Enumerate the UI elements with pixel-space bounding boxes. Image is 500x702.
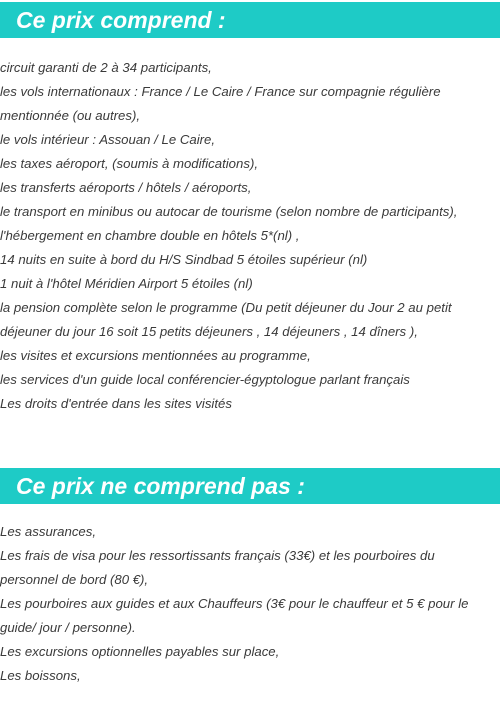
- price-excludes-section: [0, 468, 500, 688]
- list-item: les visites et excursions mentionnées au programme,: [0, 348, 311, 363]
- includes-heading: Ce prix comprend :: [0, 2, 500, 38]
- list-item: 14 nuits en suite à bord du H/S Sindbad 5 étoiles supérieur (nl): [0, 252, 368, 267]
- list-item: Les assurances,: [0, 524, 97, 539]
- list-item: 1 nuit à l'hôtel Méridien Airport 5 étoiles (nl): [0, 276, 253, 291]
- list-item: circuit garanti de 2 à 34 participants,: [0, 60, 212, 75]
- list-item: Les pourboires aux guides et aux Chauffeurs (3€ pour le chauffeur et 5 € pour le guide/ jour / personne).: [0, 596, 469, 635]
- list-item: Les boissons,: [0, 668, 81, 683]
- list-item: le vols intérieur : Assouan / Le Caire,: [0, 132, 216, 147]
- list-item: Les droits d'entrée dans les sites visités: [0, 396, 232, 411]
- section-spacer: [0, 416, 500, 468]
- list-item: le transport en minibus ou autocar de tourisme (selon nombre de participants),: [0, 204, 458, 219]
- list-item: les taxes aéroport, (soumis à modifications),: [0, 156, 258, 171]
- list-item: la pension complète selon le programme (Du petit déjeuner du Jour 2 au petit déjeuner du jour 16 soit 15 petits déjeuners , 14 déjeuners , 14 dîners ),: [0, 300, 452, 339]
- list-item: les vols internationaux : France / Le Caire / France sur compagnie régulière mentionnée (ou autres),: [0, 84, 441, 123]
- list-item: les services d'un guide local conférencier-égyptologue parlant français: [0, 372, 410, 387]
- list-item: les transferts aéroports / hôtels / aéroports,: [0, 180, 252, 195]
- excludes-list: [0, 520, 500, 688]
- list-item: Les excursions optionnelles payables sur place,: [0, 644, 280, 659]
- list-item: Les frais de visa pour les ressortissants français (33€) et les pourboires du personnel de bord (80 €),: [0, 548, 435, 587]
- excludes-heading: Ce prix ne comprend pas :: [0, 468, 500, 504]
- includes-list: [0, 56, 500, 416]
- list-item: l'hébergement en chambre double en hôtels 5*(nl) ,: [0, 228, 300, 243]
- price-includes-section: [0, 2, 500, 416]
